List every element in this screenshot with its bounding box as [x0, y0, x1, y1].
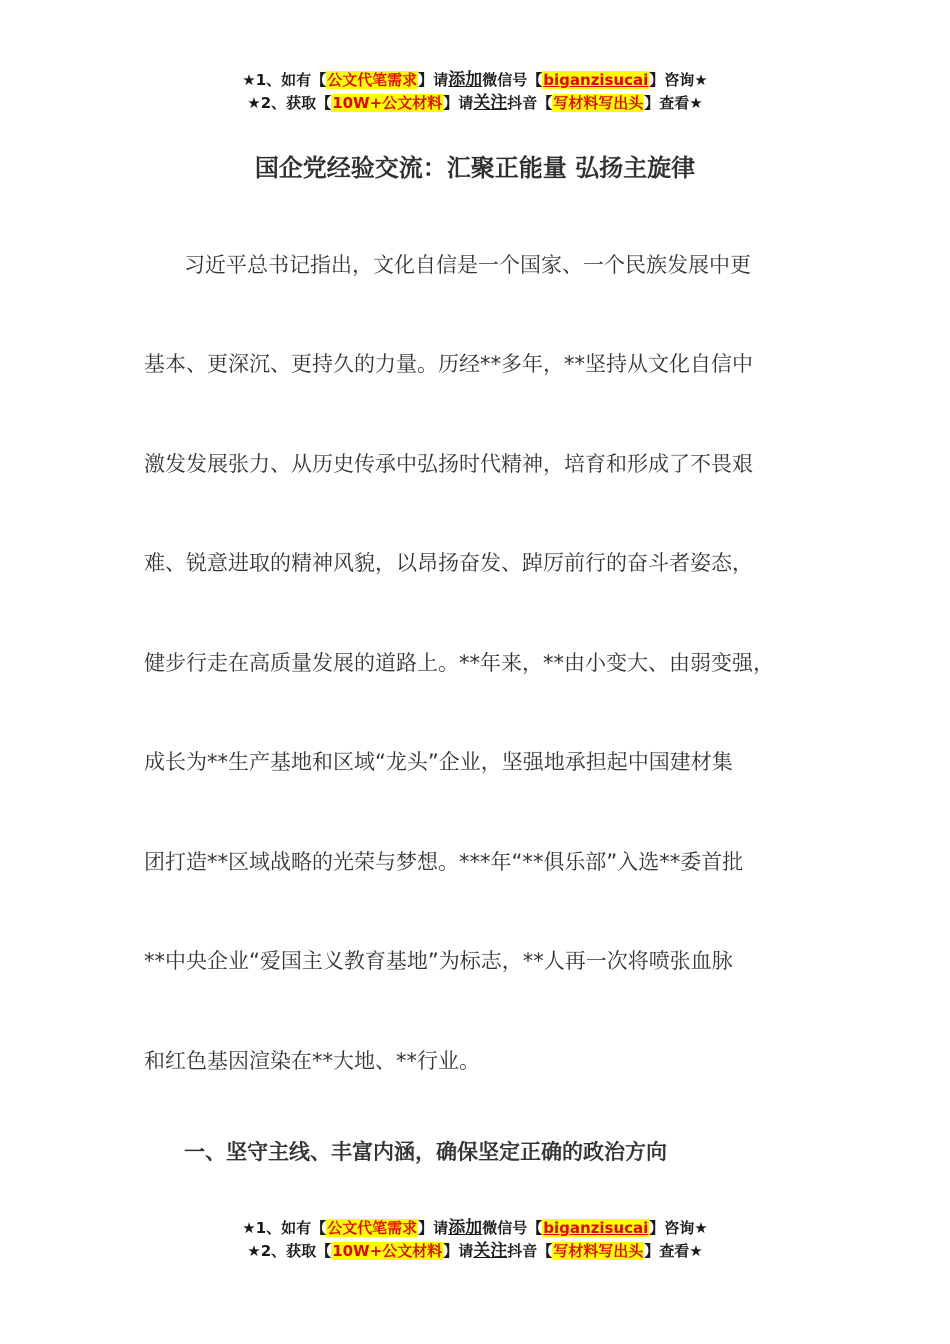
banner-text: 】请 — [418, 71, 449, 89]
banner-text: 】请 — [443, 94, 474, 112]
section-heading: 一、坚守主线、丰富内涵，确保坚定正确的政治方向 — [184, 1140, 667, 1164]
banner-highlight: 公文代笔需求 — [327, 71, 418, 89]
banner-emphasis: 添加 — [448, 1218, 483, 1238]
banner-line-2 — [0, 92, 950, 115]
paragraph-line: 和红色基因渲染在**大地、**行业。 — [144, 1049, 480, 1073]
banner-text: 】查看★ — [644, 94, 703, 112]
banner-text: 】查看★ — [644, 1242, 703, 1260]
banner-text: ★2、获取【 — [247, 94, 332, 112]
banner-text: 】请 — [443, 1242, 474, 1260]
paragraph-line: **中央企业“爱国主义教育基地”为标志，**人再一次将喷张血脉 — [144, 949, 733, 973]
top-banner — [0, 69, 950, 115]
banner-line-1 — [0, 69, 950, 92]
paragraph-line: 成长为**生产基地和区域“龙头”企业，坚强地承担起中国建材集 — [144, 750, 733, 774]
douyin-id-highlight: 写材料写出头 — [553, 94, 644, 112]
wechat-id-highlight: biganzisucai — [543, 71, 649, 89]
banner-text: 】咨询★ — [649, 71, 708, 89]
banner-text: 抖音【 — [507, 1242, 553, 1260]
wechat-id-highlight: biganzisucai — [543, 1219, 649, 1237]
banner-text: 微信号【 — [482, 71, 543, 89]
banner-text: ★1、如有【 — [242, 1219, 327, 1237]
banner-text: ★1、如有【 — [242, 71, 327, 89]
paragraph-line: 激发发展张力、从历史传承中弘扬时代精神，培育和形成了不畏艰 — [144, 452, 753, 476]
banner-text: ★2、获取【 — [247, 1242, 332, 1260]
banner-text: 抖音【 — [507, 94, 553, 112]
banner-text: 】请 — [418, 1219, 449, 1237]
banner-text: 】咨询★ — [649, 1219, 708, 1237]
paragraph-line: 难、锐意进取的精神风貌，以昂扬奋发、踔厉前行的奋斗者姿态， — [144, 551, 753, 575]
banner-highlight: 公文代笔需求 — [327, 1219, 418, 1237]
banner-highlight: 10W+公文材料 — [332, 94, 443, 112]
banner-emphasis: 关注 — [473, 1241, 508, 1261]
paragraph-line: 团打造**区域战略的光荣与梦想。***年“**俱乐部”入选**委首批 — [144, 850, 744, 874]
paragraph-line: 基本、更深沉、更持久的力量。历经**多年，**坚持从文化自信中 — [144, 352, 753, 376]
banner-line-1 — [0, 1217, 950, 1240]
paragraph-line: 健步行走在高质量发展的道路上。**年来，**由小变大、由弱变强， — [144, 651, 774, 675]
document-title: 国企党经验交流：汇聚正能量 弘扬主旋律 — [254, 154, 696, 182]
banner-emphasis: 关注 — [473, 93, 508, 113]
banner-highlight: 10W+公文材料 — [332, 1242, 443, 1260]
banner-text: 微信号【 — [482, 1219, 543, 1237]
banner-line-2 — [0, 1240, 950, 1263]
paragraph-line: 习近平总书记指出，文化自信是一个国家、一个民族发展中更 — [184, 253, 751, 277]
bottom-banner — [0, 1217, 950, 1263]
banner-emphasis: 添加 — [448, 70, 483, 90]
douyin-id-highlight: 写材料写出头 — [553, 1242, 644, 1260]
